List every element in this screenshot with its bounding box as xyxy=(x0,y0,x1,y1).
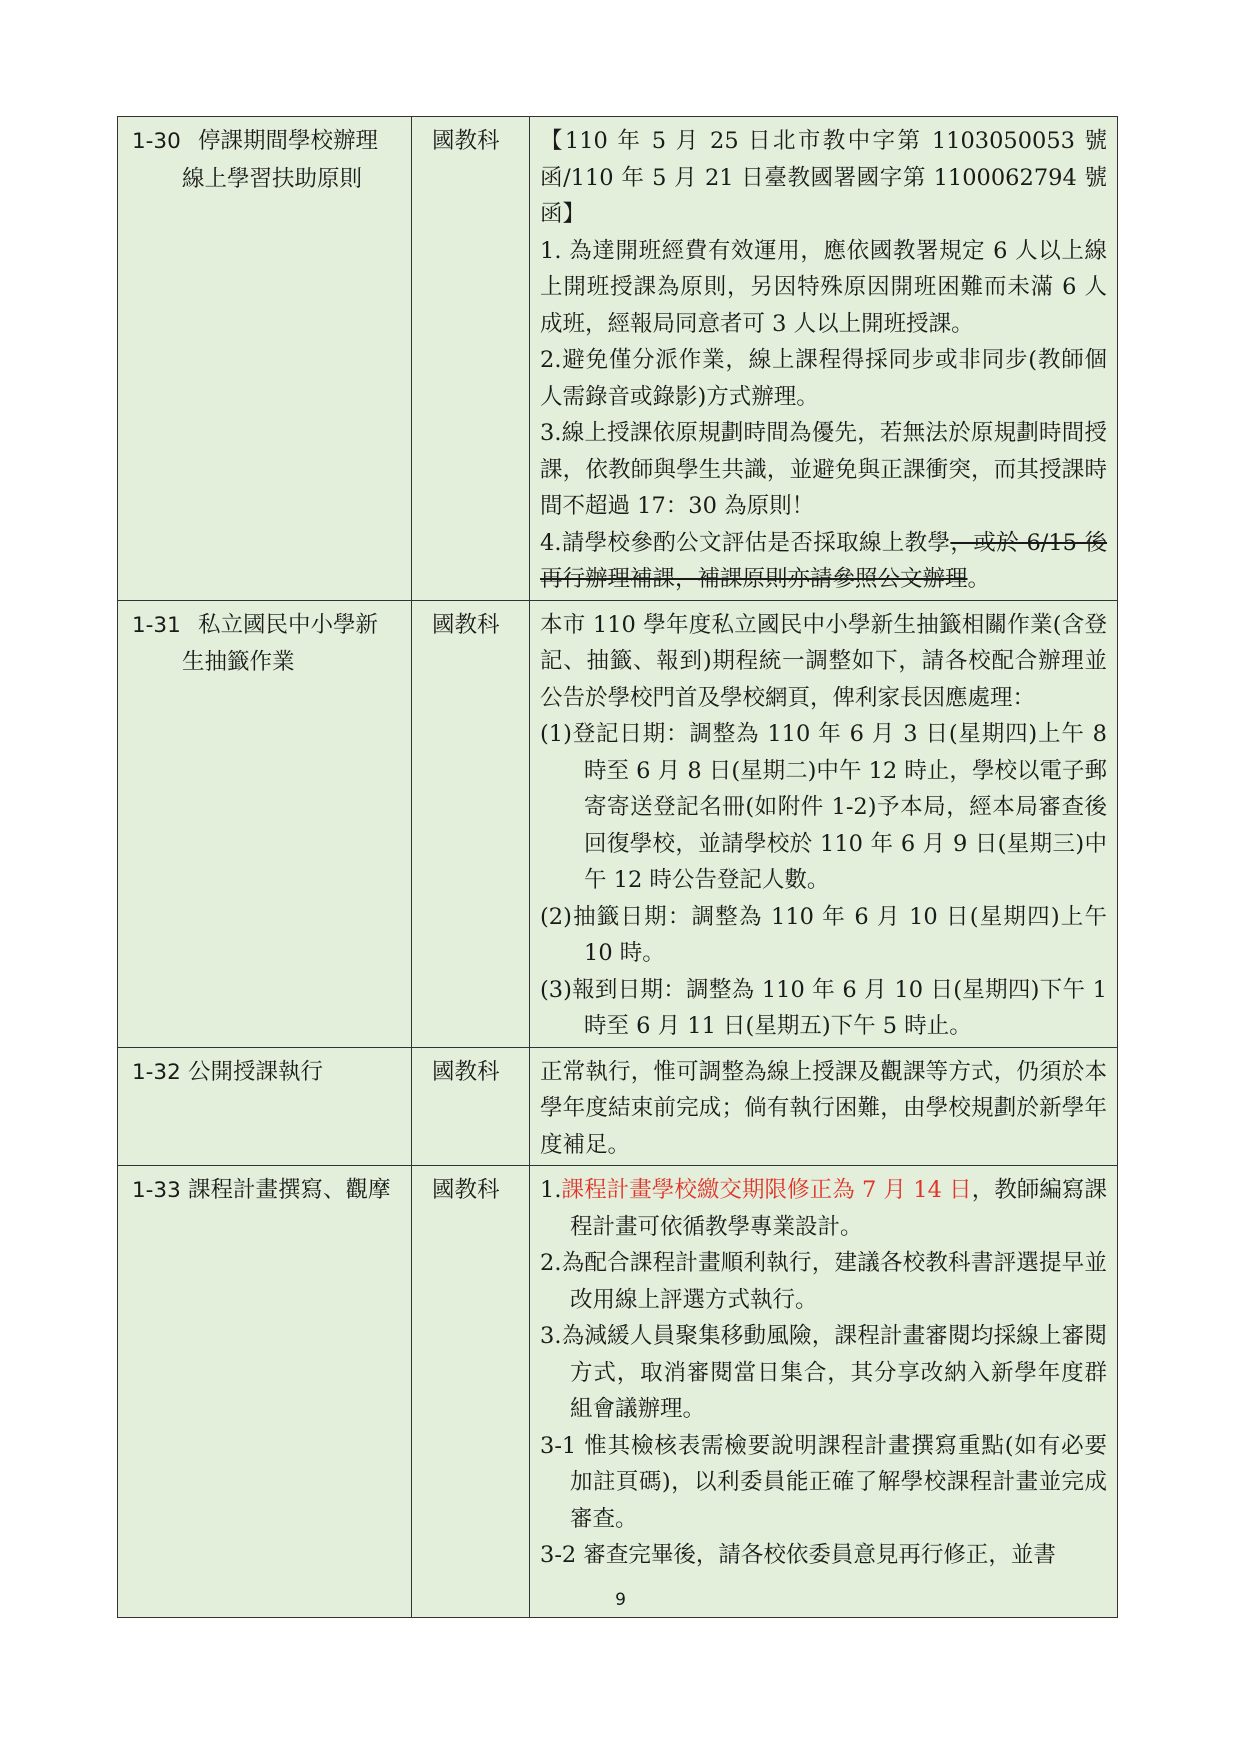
content-para: 3.為減緩人員聚集移動風險，課程計畫審閱均採線上審閱方式，取消審閱當日集合，其分享改納入新學年度群組會議辦理。 xyxy=(540,1323,1107,1422)
content-para: 本市 110 學年度私立國民中小學新生抽籤相關作業(含登記、抽籤、報到)期程統一調整如下，請各校配合辦理並公告於學校門首及學校網頁，俾利家長因應處理： xyxy=(540,611,1107,711)
para-prefix: 1. xyxy=(540,1177,562,1203)
item-cell xyxy=(118,600,412,1047)
item-number: 1-32 xyxy=(132,1059,181,1085)
para-text: 4.請學校參酌公文評估是否採取線上教學 xyxy=(540,529,951,556)
item-cell xyxy=(118,1047,412,1166)
table-row xyxy=(118,1166,1118,1618)
para-end: 。 xyxy=(967,566,991,592)
item-number: 1-31 xyxy=(132,612,181,638)
highlight-text: 課程計畫學校繳交期限修正為 7 月 14 日 xyxy=(561,1177,972,1203)
content-cell xyxy=(530,1166,1118,1618)
content-para: 2.避免僅分派作業，線上課程得採同步或非同步(教師個人需錄音或錄影)方式辦理。 xyxy=(540,347,1107,410)
item-title-cont: 生抽籤作業 xyxy=(182,649,295,675)
para-text: ，教師編寫課程計畫可依循教學專業設計。 xyxy=(570,1177,1107,1240)
document-table xyxy=(117,116,1117,1577)
table-row xyxy=(118,1047,1118,1166)
dept-cell: 國教科 xyxy=(412,1047,530,1166)
table-row xyxy=(118,600,1118,1047)
item-title: 課程計畫撰寫、觀摩 xyxy=(187,1177,391,1203)
content-para: 3.線上授課依原規劃時間為優先，若無法於原規劃時間授課，依教師與學生共識，並避免與正課衝突，而其授課時間不超過 17：30 為原則！ xyxy=(540,420,1107,519)
dept-cell: 國教科 xyxy=(412,1166,530,1618)
item-title: 私立國民中小學新 xyxy=(197,611,378,638)
schedule-item: (3)報到日期：調整為 110 年 6 月 10 日(星期四)下午 1 時至 6 月 11 日(星期五)下午 5 時止。 xyxy=(540,976,1107,1039)
dept-cell: 國教科 xyxy=(412,600,530,1047)
item-number: 1-33 xyxy=(132,1178,181,1203)
page-number: 9 xyxy=(615,1590,626,1610)
schedule-item: (1)登記日期：調整為 110 年 6 月 3 日(星期四)上午 8 時至 6 月 8 日(星期二)中午 12 時止，學校以電子郵寄寄送登記名冊(如附件 1-2)予本局，經本局審查後回復學校，並請學校於 110 年 6 月 9 日(星期三)中午 12 時公告登記人數。 xyxy=(540,721,1107,893)
content-para: 正常執行，惟可調整為線上授課及觀課等方式，仍須於本學年度結束前完成；倘有執行困難，由學校規劃於新學年度補足。 xyxy=(540,1058,1107,1158)
content-cell xyxy=(530,1047,1118,1166)
content-para: 1. 為達開班經費有效運用，應依國教署規定 6 人以上線上開班授課為原則，另因特殊原因開班困難而未滿 6 人成班，經報局同意者可 3 人以上開班授課。 xyxy=(540,237,1107,337)
item-title-cont: 線上學習扶助原則 xyxy=(182,165,363,192)
item-cell xyxy=(118,1166,412,1618)
item-number: 1-30 xyxy=(132,129,181,154)
struck-text: ，或於 6/15 後再行辦理補課，補課原則亦請參照公文辦理 xyxy=(540,529,1108,592)
content-cell xyxy=(530,117,1118,601)
content-para xyxy=(540,525,1107,598)
item-title: 公開授課執行 xyxy=(187,1058,323,1085)
schedule-item: (2)抽籤日期：調整為 110 年 6 月 10 日(星期四)上午 10 時。 xyxy=(540,903,1107,966)
dept-cell: 國教科 xyxy=(412,117,530,601)
table-row xyxy=(118,117,1118,601)
content-para: 3-1 惟其檢核表需檢要說明課程計畫撰寫重點(如有必要加註頁碼)，以利委員能正確了解學校課程計畫並完成審查。 xyxy=(540,1432,1107,1532)
content-para: 2.為配合課程計畫順利執行，建議各校教科書評選提早並改用線上評選方式執行。 xyxy=(540,1250,1107,1313)
item-cell xyxy=(118,117,412,601)
content-cell xyxy=(530,600,1118,1047)
doc-reference: 【110 年 5 月 25 日北市教中字第 1103050053 號函/110 年 5 月 21 日臺教國署國字第 1100062794 號函】 xyxy=(540,128,1107,227)
content-para: 3-2 審查完畢後，請各校依委員意見再行修正，並書 xyxy=(540,1542,1056,1568)
item-title: 停課期間學校辦理 xyxy=(197,128,378,154)
content-para xyxy=(540,1172,1107,1245)
